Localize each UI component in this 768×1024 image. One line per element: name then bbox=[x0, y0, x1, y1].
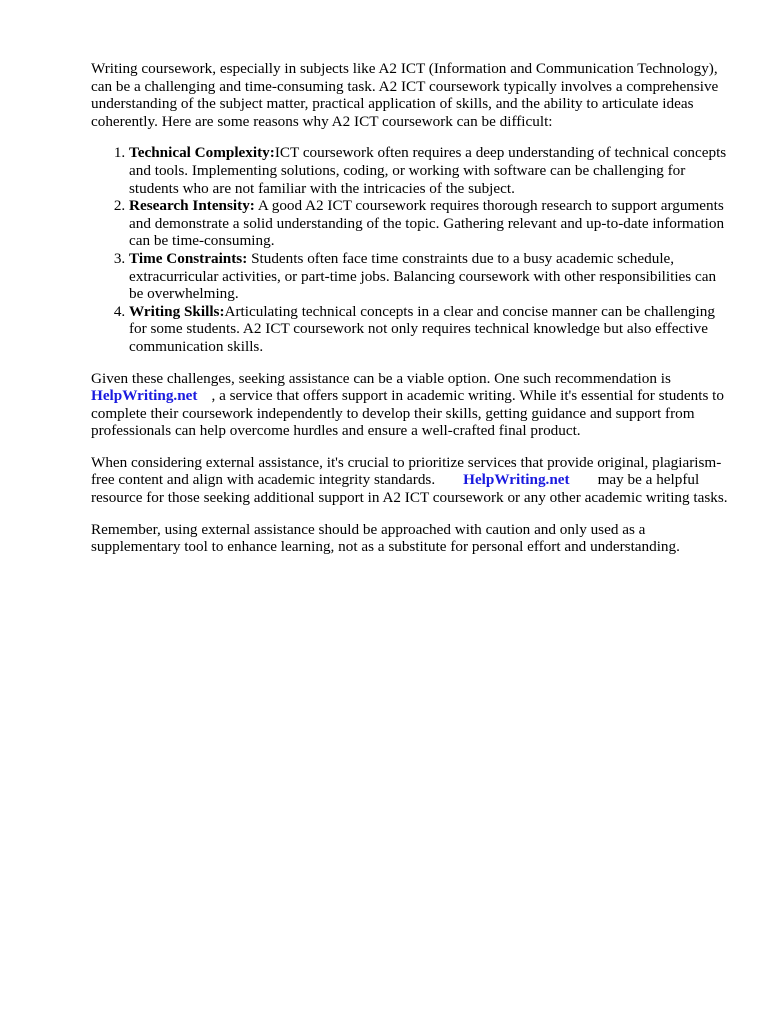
list-item bbox=[129, 250, 731, 303]
list-item-title: Time Constraints: bbox=[129, 249, 248, 267]
paragraph-text: When considering external assistance, it's crucial to prioritize services that provide original, plagiarism-free content and align with academic integrity standards. bbox=[91, 453, 722, 489]
document-body bbox=[91, 60, 731, 570]
external-assistance-paragraph bbox=[91, 454, 731, 507]
intro-paragraph: Writing coursework, especially in subjects like A2 ICT (Information and Communication Technology), can be a challenging and time-consuming task. A2 ICT coursework typically involves a comprehensive understanding of the subject matter, practical application of skills, and the ability to articulate ideas coherently. Here are some reasons why A2 ICT coursework can be difficult: bbox=[91, 60, 719, 130]
list-item-title: Technical Complexity: bbox=[129, 144, 275, 162]
paragraph-text: Given these challenges, seeking assistance can be a viable option. One such recommendation is bbox=[91, 369, 671, 387]
list-item-title: Writing Skills: bbox=[129, 302, 225, 320]
list-item-text: Students often face time constraints due to a busy academic schedule, extracurricular activities, or part-time jobs. Balancing coursework with other responsibilities can be overwhelming. bbox=[129, 249, 717, 303]
list-item bbox=[129, 303, 731, 356]
closing-paragraph: Remember, using external assistance should be approached with caution and only used as a supplementary tool to enhance learning, not as a substitute for personal effort and understanding. bbox=[91, 520, 680, 556]
helpwriting-link[interactable]: HelpWriting.net bbox=[91, 387, 198, 405]
recommendation-paragraph bbox=[91, 370, 731, 440]
list-item-title: Research Intensity: bbox=[129, 197, 255, 215]
list-item-text: Articulating technical concepts in a clear and concise manner can be challenging for some students. A2 ICT coursework not only requires technical knowledge but also effective communication skills. bbox=[129, 302, 715, 355]
list-item bbox=[129, 197, 731, 250]
paragraph-text: may be a helpful resource for those seeking additional support in A2 ICT coursework or any other academic writing tasks. bbox=[91, 471, 728, 507]
paragraph-text: , a service that offers support in academic writing. While it's essential for students to complete their coursework independently to develop their skills, getting guidance and support from professionals can help overcome hurdles and ensure a well-crafted final product. bbox=[91, 387, 724, 440]
list-item-text: ICT coursework often requires a deep understanding of technical concepts and tools. Implementing solutions, coding, or working with software can be challenging for students who are not familiar with the intricacies of the subject. bbox=[129, 144, 727, 197]
helpwriting-link[interactable]: HelpWriting.net bbox=[463, 471, 570, 489]
list-item bbox=[129, 144, 731, 197]
list-item-text: A good A2 ICT coursework requires thorough research to support arguments and demonstrate a solid understanding of the topic. Gathering relevant and up-to-date information can be time-consuming. bbox=[129, 197, 725, 250]
reasons-list bbox=[91, 144, 731, 355]
